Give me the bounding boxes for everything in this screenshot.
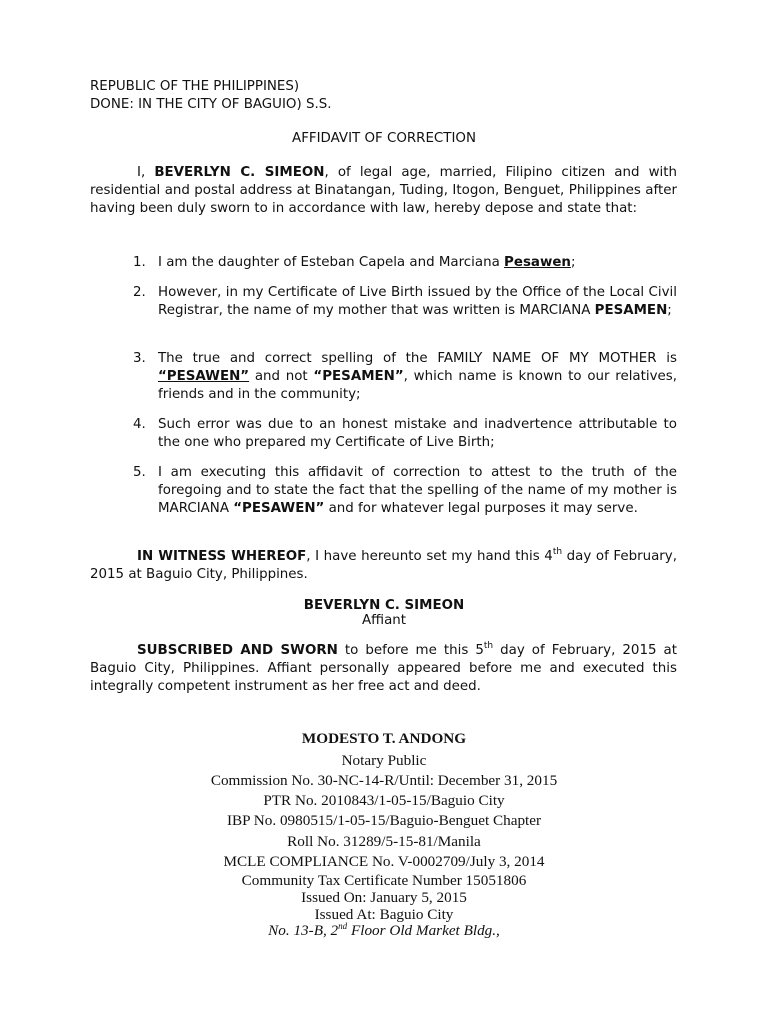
affiant-name: BEVERLYN C. SIMEON (303, 598, 465, 613)
document-title: AFFIDAVIT OF CORRECTION (292, 131, 476, 146)
notary-ctc: Community Tax Certificate Number 15051806 (241, 872, 527, 889)
notary-issued-at: Issued At: Baguio City (314, 906, 454, 923)
item-text: I am executing this affidavit of correction to attest to the truth of the foregoing and to state the fact that the spelling of the name of my mother is MARCIANA (158, 465, 677, 517)
list-item (133, 464, 677, 519)
list-item (133, 254, 677, 272)
item-bold: PESAMEN (594, 303, 668, 319)
item-text: ; (570, 255, 576, 270)
header-line-1: REPUBLIC OF THE PHILIPPINES) (90, 79, 300, 94)
item-text: , which name is known to our relatives, friends and in the community; (158, 369, 677, 403)
item-bold: “PESAWEN” (158, 369, 250, 385)
notary-issued-on: Issued On: January 5, 2015 (301, 889, 467, 906)
subscribed-text: to before me this 5 (337, 643, 484, 658)
statement-list-3 (133, 350, 677, 405)
notary-name-bold: MODESTO T. ANDONG (301, 730, 467, 747)
list-number: 5. (133, 465, 146, 480)
item-bold: “PESAWEN” (233, 501, 325, 517)
affiant-name-bold: BEVERLYN C. SIMEON (154, 165, 325, 180)
witness-text: day of February, 2015 at Baguio City, Philippines. (90, 549, 677, 583)
item-text: The true and correct spelling of the FAMILY NAME OF MY MOTHER is (158, 351, 677, 366)
list-item (133, 284, 677, 320)
witness-text: , I have hereunto set my hand this 4 (306, 549, 553, 564)
witness-paragraph (90, 548, 677, 584)
item-text: ; (667, 303, 672, 319)
witness-sup: th (552, 547, 563, 557)
statement-list (133, 254, 677, 272)
list-number: 1. (133, 255, 146, 270)
intro-text-pre: I, (137, 165, 155, 180)
item-text: Such error was due to an honest mistake and inadvertence attributable to the one who prepared my Certificate of Live Birth; (158, 417, 677, 451)
header-line-2: DONE: IN THE CITY OF BAGUIO) S.S. (90, 97, 332, 112)
subscribed-sup: th (483, 641, 494, 651)
subscribed-text: day of February, 2015 at Baguio City, Philippines. Affiant personally appeared before me and executed this integrally competent instrument as her free act and deed. (90, 643, 677, 695)
intro-paragraph (90, 164, 677, 219)
item-bold: “PESAMEN” (313, 369, 404, 385)
notary-mcle: MCLE COMPLIANCE No. V-0002709/July 3, 2014 (223, 853, 545, 870)
list-number: 4. (133, 417, 146, 432)
notary-ibp: IBP No. 0980515/1-05-15/Baguio-Benguet Chapter (226, 812, 542, 829)
notary-commission: Commission No. 30-NC-14-R/Until: December 31, 2015 (210, 772, 558, 789)
subscribed-bold: SUBSCRIBED AND SWORN (137, 643, 338, 658)
list-item (133, 416, 677, 452)
statement-list-4 (133, 416, 677, 452)
intro-text-post: , of legal age, married, Filipino citizen and with residential and postal address at Binatangan, Tuding, Itogon, Benguet, Philippines after having been duly sworn to in accordance with law, hereby depose and state that: (90, 165, 677, 217)
item-bold: Pesawen (504, 255, 571, 270)
statement-list-2 (133, 284, 677, 320)
list-number: 3. (133, 351, 146, 366)
list-number: 2. (133, 285, 146, 300)
item-text: and not (249, 369, 314, 385)
notary-roll: Roll No. 31289/5-15-81/Manila (287, 833, 481, 850)
notary-name (0, 729, 768, 749)
subscribed-paragraph (90, 642, 677, 697)
address-text: No. 13-B, 2 (268, 922, 339, 939)
address-sup: nd (338, 921, 348, 931)
witness-bold: IN WITNESS WHEREOF (137, 549, 307, 564)
notary-address (0, 921, 768, 941)
affiant-role: Affiant (361, 613, 407, 628)
statement-list-5 (133, 464, 677, 519)
list-item (133, 350, 677, 405)
address-text: Floor Old Market Bldg., (347, 922, 500, 939)
item-text: and for whatever legal purposes it may serve. (324, 501, 638, 517)
notary-title: Notary Public (341, 752, 427, 769)
notary-ptr: PTR No. 2010843/1-05-15/Baguio City (263, 792, 505, 809)
item-text: I am the daughter of Esteban Capela and Marciana (158, 255, 505, 270)
item-text: However, in my Certificate of Live Birth issued by the Office of the Local Civil Registrar, the name of my mother that was written is MARCIANA (158, 285, 677, 319)
